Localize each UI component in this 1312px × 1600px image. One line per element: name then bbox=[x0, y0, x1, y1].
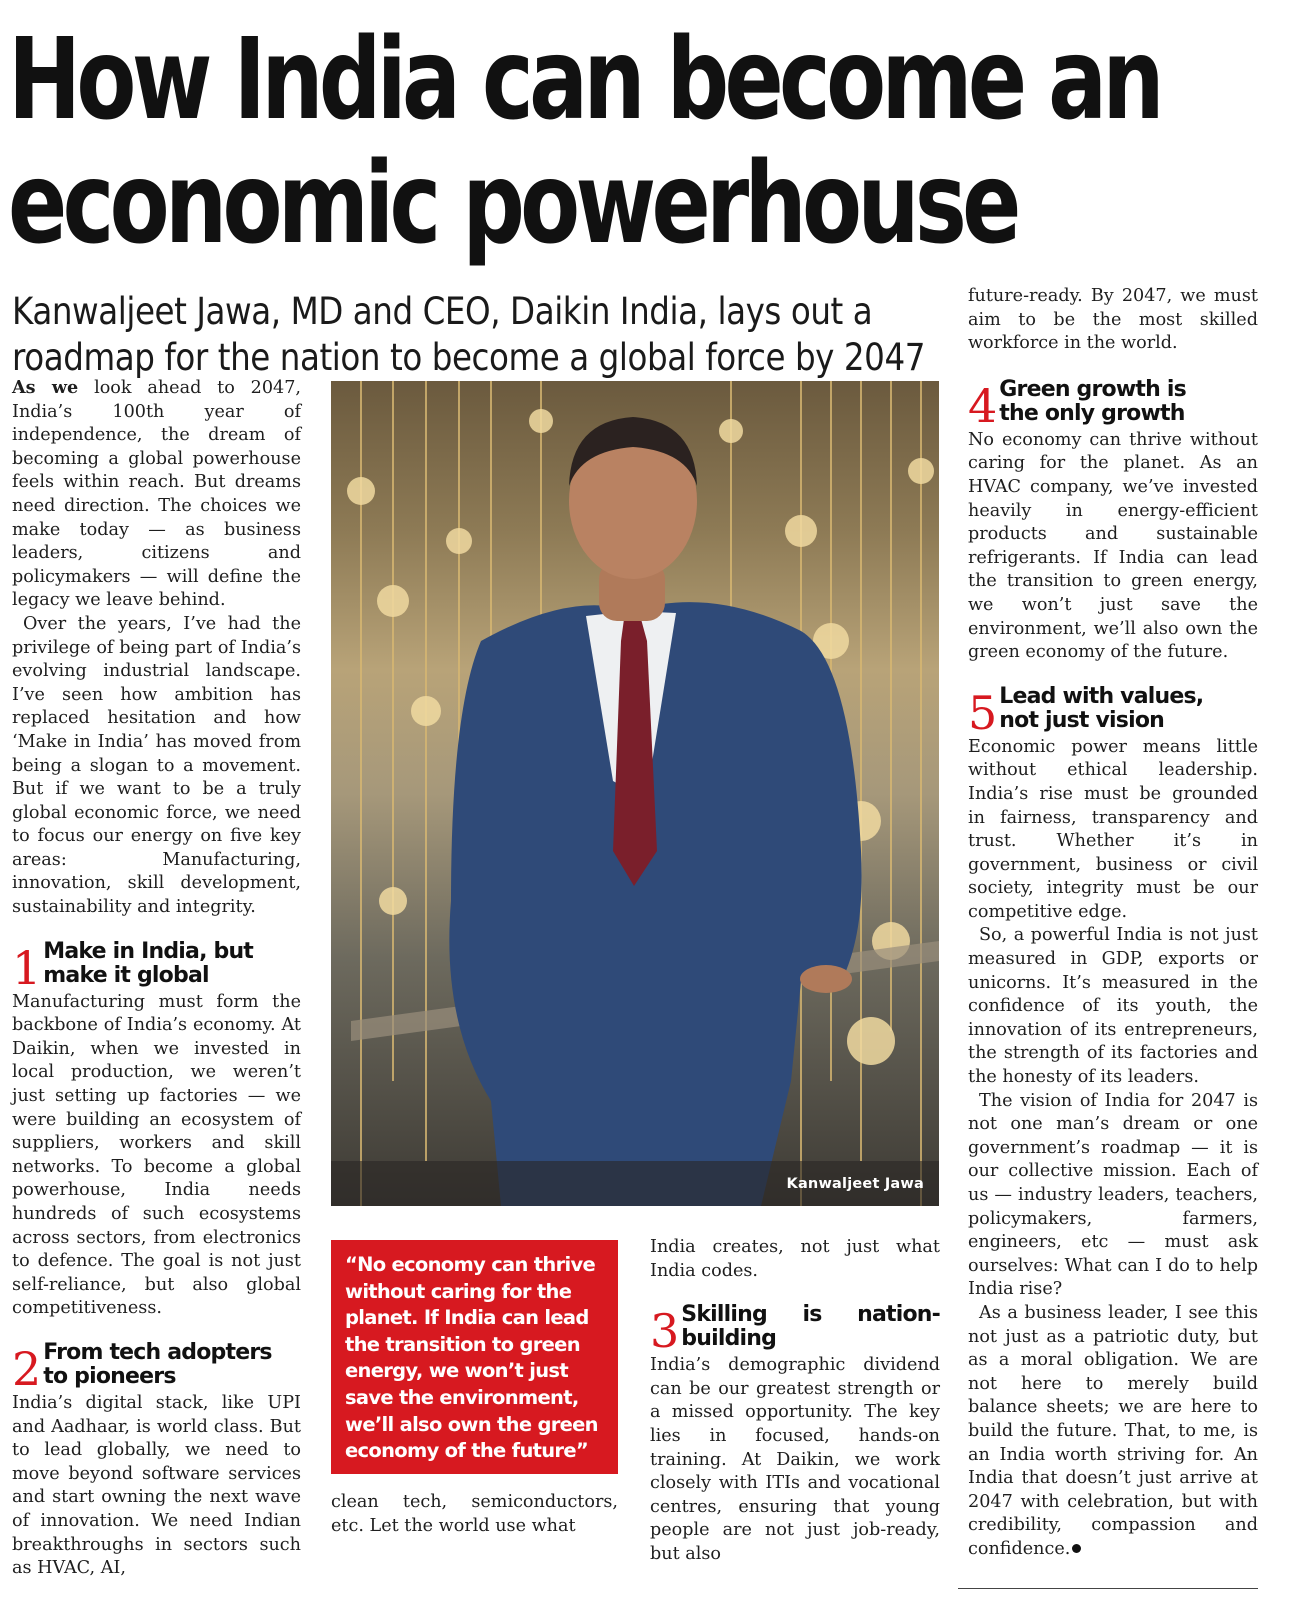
closing-text: As a business leader, I see this not just as a patriotic duty, but as a moral obligation. We are not here to merely build balance sheets; we are here to build the future. That, to me, is an India worth striving for. An India that doesn’t just arrive at 2047 with celebration, but with credibility, compassion and confidence. bbox=[968, 1302, 1258, 1559]
section-number: 1 bbox=[12, 940, 42, 995]
section-4-heading bbox=[968, 376, 1258, 433]
section-number: 4 bbox=[968, 378, 998, 433]
deck-line-1: Kanwaljeet Jawa, MD and CEO, Daikin India, lays out a bbox=[12, 290, 873, 333]
column-3-bottom bbox=[650, 1236, 940, 1567]
section-title bbox=[681, 1303, 940, 1351]
column-1 bbox=[12, 376, 301, 1581]
section-3-heading bbox=[650, 1302, 940, 1359]
section-1-heading bbox=[12, 938, 301, 995]
intro-paragraph-2: Over the years, I’ve had the privilege of being part of India’s evolving industrial landscape. I’ve seen how ambition has replaced hesitation and how ‘Make in India’ has moved from being a slogan to a movement. But if we want to be a truly global economic force, we need to focus our energy on five key areas: Manufacturing, innovation, skill development, sustainability and integrity. bbox=[12, 613, 301, 918]
section-4-body: No economy can thrive without caring for the planet. As an HVAC company, we’ve invested heavily in energy-efficient products and sustainable refrigerants. If India can lead the transition to green energy, we won’t just save the environment, we’ll also own the green economy of the future. bbox=[968, 429, 1258, 663]
section-number: 2 bbox=[12, 1341, 42, 1396]
section-title-line: From tech adopters bbox=[43, 1339, 272, 1365]
section-title bbox=[999, 685, 1203, 733]
photo-caption: Kanwaljeet Jawa bbox=[786, 1176, 924, 1192]
section-number: 5 bbox=[968, 685, 998, 740]
pull-quote: “No economy can thrive without caring for the planet. If India can lead the transition to green energy, we won’t just save the environment, we’ll also own the green economy of the future” bbox=[331, 1240, 618, 1474]
section-1-body: Manufacturing must form the backbone of India’s economy. At Daikin, when we invested in local production, we weren’t just setting up factories — we were building an ecosystem of suppliers, workers and skill networks. To become a global powerhouse, India needs hundreds of such ecosystems across sectors, from electronics to defence. The goal is not just self-reliance, but also global competitiveness. bbox=[12, 991, 301, 1319]
section-title-line: not just vision bbox=[999, 707, 1165, 733]
section-2-continuation: clean tech, semiconductors, etc. Let the world use what bbox=[331, 1492, 618, 1536]
closing-paragraph-3 bbox=[968, 1302, 1258, 1562]
section-title-line: Make in India, but bbox=[43, 938, 254, 964]
portrait-photo bbox=[331, 381, 939, 1206]
intro-paragraph bbox=[12, 376, 301, 613]
section-5-heading bbox=[968, 683, 1258, 740]
section-2-heading bbox=[12, 1339, 301, 1396]
section-title bbox=[43, 1341, 271, 1389]
headline bbox=[8, 15, 1160, 269]
section-title-line: make it global bbox=[43, 962, 209, 988]
section-3-body: India’s demographic dividend can be our greatest strength or a missed opportunity. The key lies in focused, hands-on training. At Daikin, we work closely with ITIs and vocational centres, ensuring that young people are not just job-ready, but also bbox=[650, 1355, 940, 1564]
closing-paragraph-2: The vision of India for 2047 is not one man’s dream or one government’s roadmap — it is our collective mission. Each of us — industry leaders, teachers, policymakers, farmers, engineers, etc — must ask ourselves: What can I do to help India rise? bbox=[968, 1090, 1258, 1300]
section-title bbox=[999, 378, 1186, 426]
column-2-bottom bbox=[331, 1491, 618, 1538]
headline-line-1: How India can become an bbox=[8, 15, 1160, 145]
section-2-continuation-2: India creates, not just what India codes. bbox=[650, 1237, 940, 1281]
section-title-line: Green growth is bbox=[999, 376, 1186, 402]
deck-line-2: roadmap for the nation to become a global force by 2047 bbox=[12, 336, 926, 379]
section-title-line: the only growth bbox=[999, 400, 1185, 426]
lead-in: As we bbox=[12, 377, 79, 398]
section-title bbox=[43, 940, 253, 988]
intro-text: look ahead to 2047, India’s 100th year of independence, the dream of becoming a global powerhouse feels within reach. But dreams need direction. The choices we make today — as business leaders, citizens and policymakers — will define the legacy we leave behind. bbox=[12, 378, 301, 611]
column-4 bbox=[968, 285, 1258, 1562]
section-2-body: India’s digital stack, like UPI and Aadhaar, is world class. But to lead globally, we need to move beyond software services and start owning the next wave of innovation. We need Indian breakthroughs in sectors such as HVAC, AI, bbox=[12, 1392, 301, 1579]
headline-line-2: economic powerhouse bbox=[8, 139, 1017, 269]
section-3-continuation: future-ready. By 2047, we must aim to be the most skilled workforce in the world. bbox=[968, 286, 1258, 354]
end-mark bbox=[1072, 1544, 1081, 1553]
portrait-illustration bbox=[331, 381, 939, 1206]
section-5-body: Economic power means little without ethical leadership. India’s rise must be grounded in fairness, transparency and trust. Whether it’s in government, business or civil society, integrity must be our competitive edge. bbox=[968, 736, 1258, 922]
section-number: 3 bbox=[650, 1304, 680, 1359]
deck bbox=[12, 289, 926, 381]
section-title-line: Skilling is nation-building bbox=[681, 1302, 940, 1352]
section-title-line: Lead with values, bbox=[999, 683, 1204, 709]
bottom-rule bbox=[958, 1588, 1258, 1589]
closing-paragraph-1: So, a powerful India is not just measured in GDP, exports or unicorns. It’s measured in the confidence of its youth, the innovation of its entrepreneurs, the strength of its factories and the honesty of its leaders. bbox=[968, 925, 1258, 1088]
section-title-line: to pioneers bbox=[43, 1363, 176, 1389]
